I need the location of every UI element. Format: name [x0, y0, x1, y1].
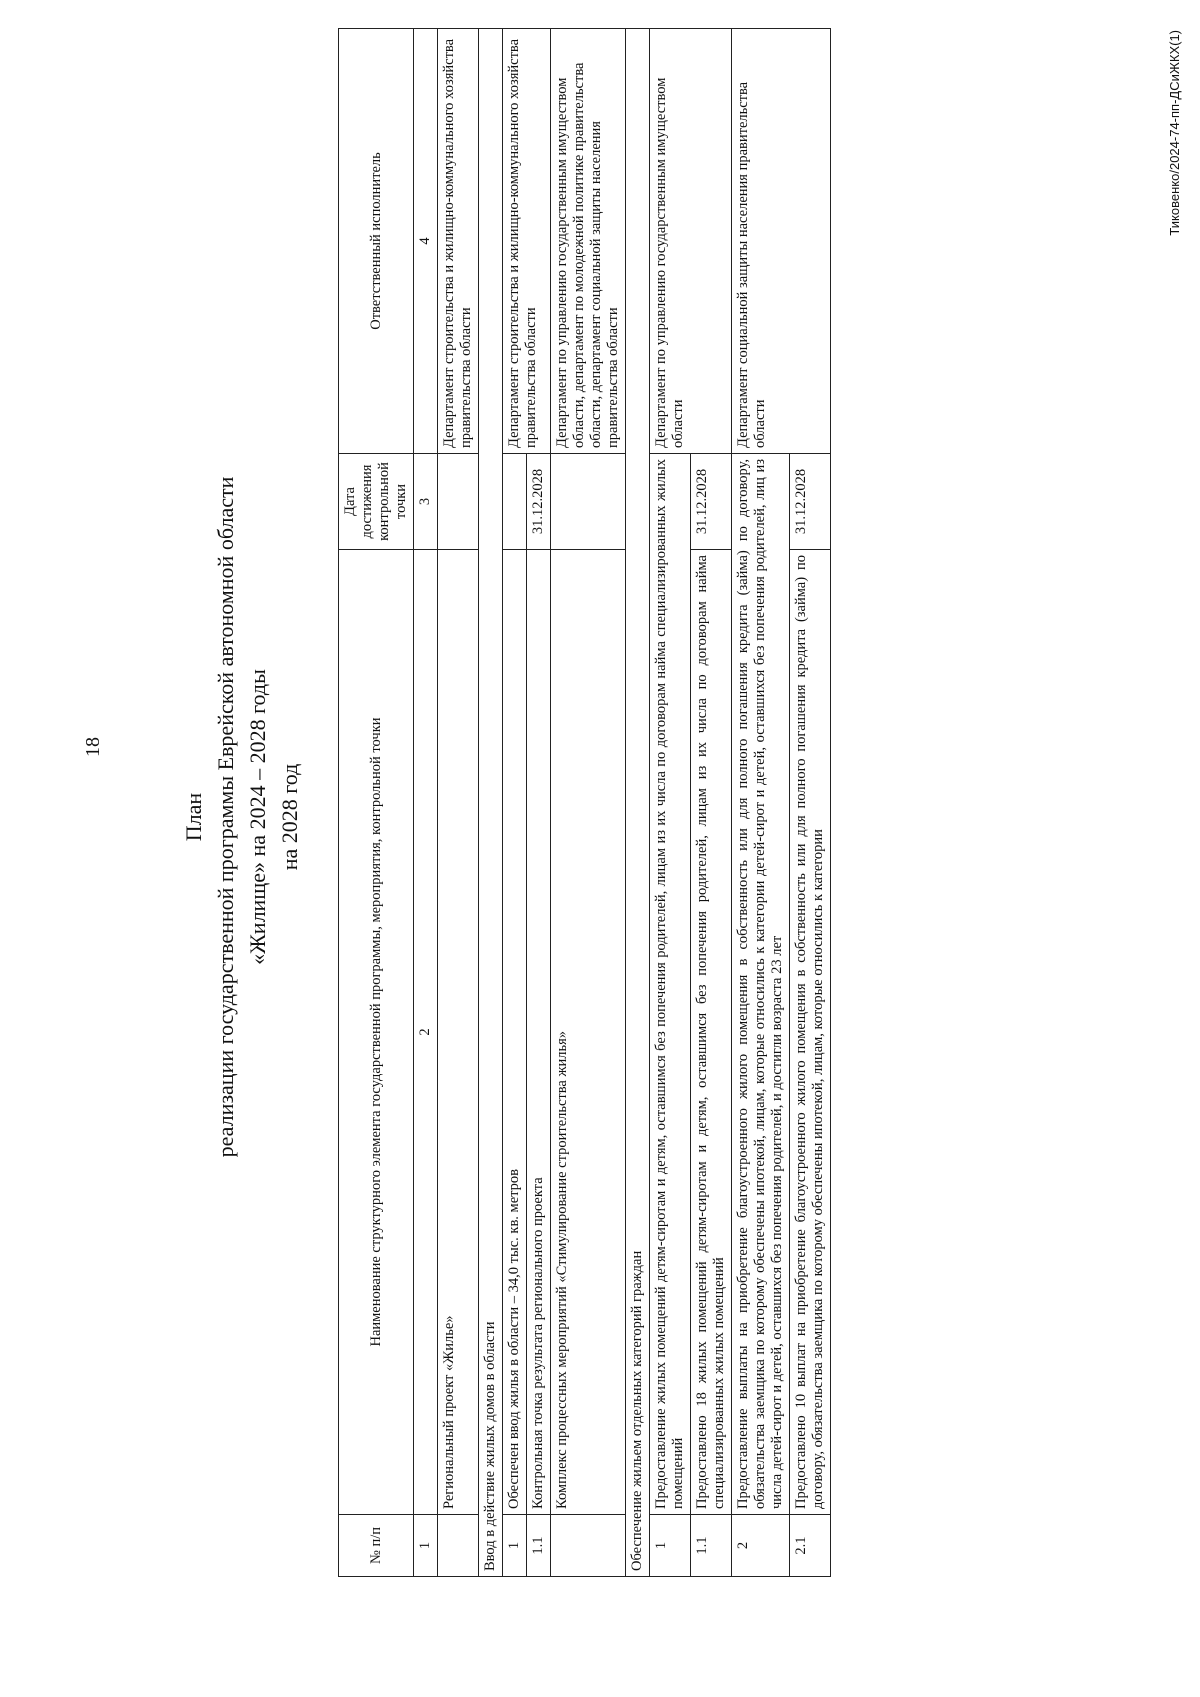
row-num: 2 [732, 1515, 790, 1577]
row-date: 31.12.2028 [691, 454, 732, 550]
row-date [438, 454, 479, 550]
section-title: Ввод в действие жилых домов в области [479, 29, 503, 1577]
header-number: 4 [414, 29, 438, 454]
header-name: Наименование структурного элемента государственной программы, мероприятия, контрольной точки [339, 550, 414, 1515]
header-number: 3 [414, 454, 438, 550]
row-num: 1 [650, 1515, 691, 1577]
row-name: Предоставление выплаты на приобретение благоустроенного жилого помещения в собственность или для полного погашения кредита (займа) по договору, обязательства заемщика по которому обеспечены ипотекой, лицам, которые относились к категории детей-сирот и детей, оставшихся без попечения родителей, лиц из числа детей-сирот и детей, оставшихся без попечения родителей, и достигли возраста 23 лет [732, 454, 790, 1515]
header-num: № п/п [339, 1515, 414, 1577]
page-number: 18 [82, 737, 104, 757]
row-executor: Департамент социальной защиты населения правительства области [732, 29, 831, 454]
header-number-row [414, 29, 438, 1577]
row-date [503, 454, 527, 550]
table-header-row [339, 29, 414, 1577]
section-title: Обеспечение жильем отдельных категорий граждан [626, 29, 650, 1577]
row-num: 1.1 [691, 1515, 732, 1577]
row-executor: Департамент по управлению государственным имуществом области, департамент по молодежной политике правительства области, департамент социальной защиты населения правительства области [551, 29, 626, 454]
document-title [178, 317, 306, 1317]
header-number: 1 [414, 1515, 438, 1577]
row-executor: Департамент по управлению государственным имуществом области [650, 29, 732, 454]
row-date: 31.12.2028 [527, 454, 551, 550]
row-date [551, 454, 626, 550]
row-executor: Департамент строительства и жилищно-коммунального хозяйства правительства области [503, 29, 551, 454]
header-date: Дата достижения контрольной точки [339, 454, 414, 550]
header-number: 2 [414, 550, 438, 1515]
table-row [650, 29, 691, 1577]
section-row [479, 29, 503, 1577]
row-num: 1.1 [527, 1515, 551, 1577]
title-line-2: реализации государственной программы Еврейской автономной области [213, 476, 238, 1158]
title-line-1: План [181, 792, 206, 842]
section-row [626, 29, 650, 1577]
row-name: Обеспечен ввод жилья в области – 34,0 тыс. кв. метров [503, 550, 527, 1515]
table-row [732, 29, 790, 1577]
row-executor: Департамент строительства и жилищно-коммунального хозяйства правительства области [438, 29, 479, 454]
row-num: 1 [503, 1515, 527, 1577]
row-num [438, 1515, 479, 1577]
row-date: 31.12.2028 [790, 454, 831, 550]
row-name: Предоставлено 10 выплат на приобретение благоустроенного жилого помещения в собственность или для полного погашения кредита (займа) по договору, обязательства заемщика по которому обеспечены ипотекой, лицам, которые относились к категории [790, 550, 831, 1515]
footer-signature: Тиковенко/2024-74-пп-ДСиЖКХ(1) [1167, 30, 1182, 236]
row-num: 2.1 [790, 1515, 831, 1577]
plan-table [338, 28, 831, 1577]
header-executor: Ответственный исполнитель [339, 29, 414, 454]
row-name: Предоставление жилых помещений детям-сиротам и детям, оставшимся без попечения родителей, лицам из их числа по договорам найма специализированных жилых помещений [650, 454, 691, 1515]
row-name: Контрольная точка результата регионального проекта [527, 550, 551, 1515]
row-name: Региональный проект «Жилье» [438, 550, 479, 1515]
title-line-3: «Жилище» на 2024 – 2028 годы [245, 669, 270, 965]
row-name: Комплекс процессных мероприятий «Стимулирование строительства жилья» [551, 550, 626, 1515]
row-name: Предоставлено 18 жилых помещений детям-сиротам и детям, оставшимся без попечения родителей, лицам из их числа по договорам найма специализированных жилых помещений [691, 550, 732, 1515]
table-row [503, 29, 527, 1577]
table-row [438, 29, 479, 1577]
title-line-4: на 2028 год [277, 763, 302, 871]
table-row [551, 29, 626, 1577]
row-num [551, 1515, 626, 1577]
